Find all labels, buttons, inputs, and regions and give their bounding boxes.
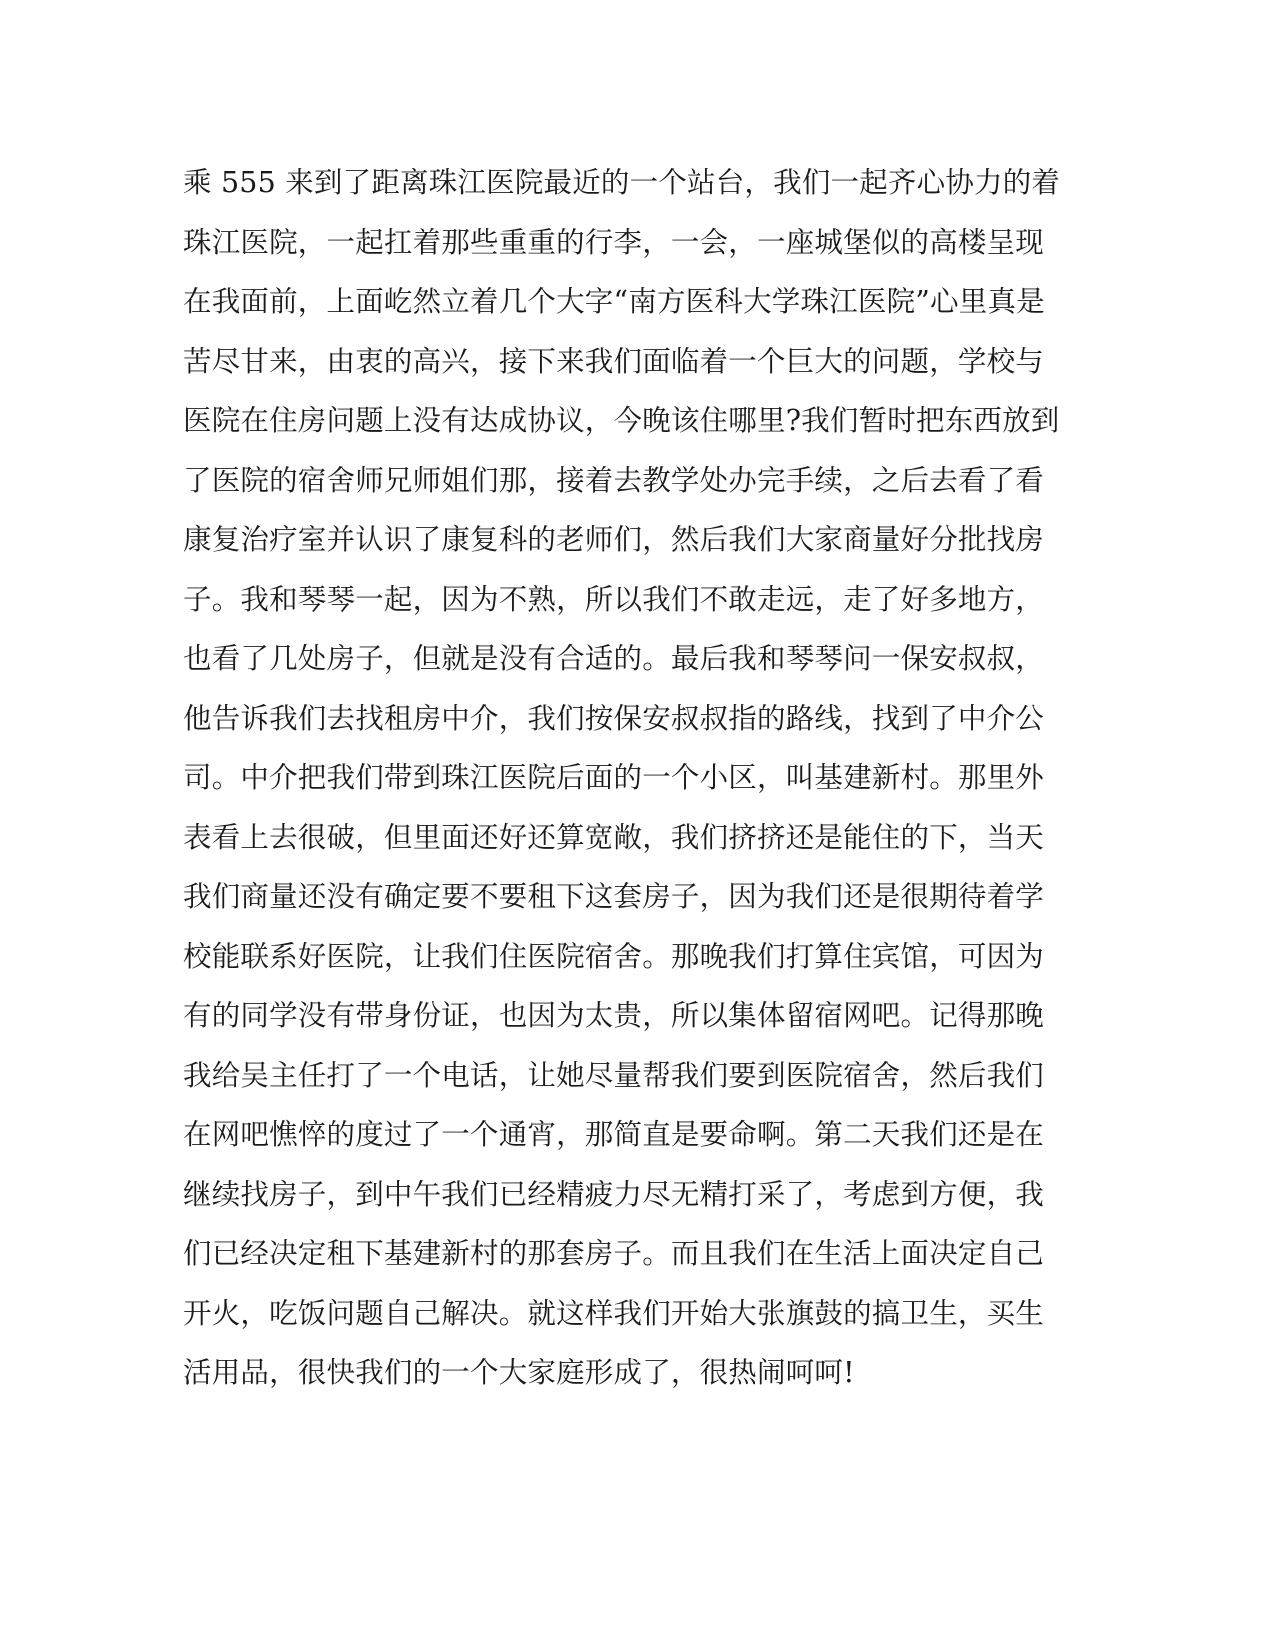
text-line: 珠江医院，一起扛着那些重重的行李，一会，一座城堡似的高楼呈现 (183, 225, 1045, 259)
text-line: 们已经决定租下基建新村的那套房子。而且我们在生活上面决定自己 (183, 1237, 1045, 1270)
text-line: 司。中介把我们带到珠江医院后面的一个小区，叫基建新村。那里外 (183, 761, 1045, 794)
body-text (183, 160, 1061, 1410)
text-line: 了医院的宿舍师兄师姐们那，接着去教学处办完手续，之后去看了看 (183, 463, 1045, 497)
text-line: 在我面前，上面屹然立着几个大字“南方医科大学珠江医院”心里真是 (183, 285, 1045, 318)
text-line: 继续找房子，到中午我们已经精疲力尽无精打采了，考虑到方便，我 (183, 1177, 1045, 1211)
text-line: 子。我和琴琴一起，因为不熟，所以我们不敢走远，走了好多地方， (183, 582, 1045, 616)
text-line: 他告诉我们去找租房中介，我们按保安叔叔指的路线，找到了中介公 (183, 701, 1045, 735)
text-line: 也看了几处房子，但就是没有合适的。最后我和琴琴问一保安叔叔， (183, 642, 1045, 675)
text-line: 乘 555 来到了距离珠江医院最近的一个站台，我们一起齐心协力的着 (183, 166, 1061, 199)
text-line: 苦尽甘来，由衷的高兴，接下来我们面临着一个巨大的问题，学校与 (183, 344, 1045, 378)
text-line: 活用品，很快我们的一个大家庭形成了，很热闹呵呵! (183, 1356, 855, 1389)
text-line: 在网吧憔悴的度过了一个通宵，那简直是要命啊。第二天我们还是在 (183, 1118, 1045, 1151)
text-line: 有的同学没有带身份证，也因为太贵，所以集体留宿网吧。记得那晚 (183, 999, 1045, 1032)
text-line: 康复治疗室并认识了康复科的老师们，然后我们大家商量好分批找房 (183, 523, 1045, 556)
text-line: 开火，吃饭问题自己解决。就这样我们开始大张旗鼓的搞卫生，买生 (183, 1296, 1045, 1330)
text-line: 我给吴主任打了一个电话，让她尽量帮我们要到医院宿舍，然后我们 (183, 1058, 1045, 1092)
text-line: 医院在住房问题上没有达成协议，今晚该住哪里?我们暂时把东西放到 (183, 404, 1060, 437)
text-line: 表看上去很破，但里面还好还算宽敞，我们挤挤还是能住的下，当天 (183, 820, 1045, 854)
text-line: 我们商量还没有确定要不要租下这套房子，因为我们还是很期待着学 (183, 880, 1045, 913)
text-line: 校能联系好医院，让我们住医院宿舍。那晚我们打算住宾馆，可因为 (183, 939, 1045, 973)
